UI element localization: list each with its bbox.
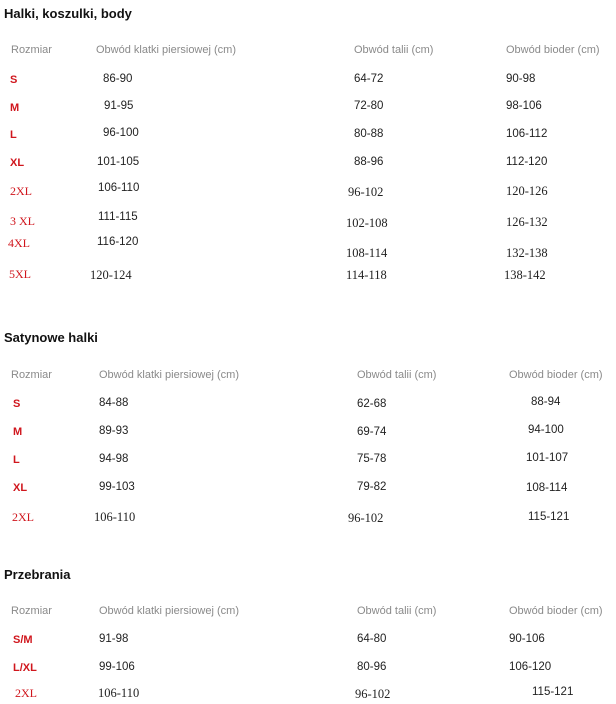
waist-cell: 80-96	[357, 661, 387, 673]
chest-cell: 101-105	[97, 156, 140, 168]
chest-cell: 84-88	[99, 397, 129, 409]
size-cell: L	[10, 129, 17, 141]
hips-cell: 101-107	[526, 452, 569, 464]
header-chest: Obwód klatki piersiowej (cm)	[96, 44, 236, 56]
chest-cell: 111-115	[98, 211, 138, 223]
hips-cell: 94-100	[528, 424, 564, 436]
hips-cell: 88-94	[531, 396, 561, 408]
waist-cell: 64-72	[354, 73, 384, 85]
chest-cell: 106-110	[98, 182, 140, 194]
chest-cell: 91-98	[99, 633, 129, 645]
chest-cell: 106-110	[98, 686, 140, 700]
size-cell: 2XL	[12, 510, 34, 524]
size-cell: L/XL	[13, 662, 37, 674]
waist-cell: 96-102	[355, 687, 391, 701]
header-hips: Obwód bioder (cm)	[509, 605, 603, 617]
header-chest: Obwód klatki piersiowej (cm)	[99, 369, 239, 381]
hips-cell: 106-120	[509, 661, 552, 673]
hips-cell: 112-120	[506, 156, 548, 168]
waist-cell: 96-102	[348, 185, 384, 199]
waist-cell: 72-80	[354, 100, 384, 112]
waist-cell: 80-88	[354, 128, 384, 140]
hips-cell: 98-106	[506, 100, 542, 112]
section-title-halki: Halki, koszulki, body	[4, 6, 132, 21]
size-cell: S/M	[13, 634, 33, 646]
waist-cell: 108-114	[346, 246, 388, 260]
waist-cell: 114-118	[346, 268, 387, 282]
waist-cell: 64-80	[357, 633, 387, 645]
chest-cell: 99-106	[99, 661, 135, 673]
size-cell: M	[10, 102, 20, 114]
hips-cell: 90-106	[509, 633, 545, 645]
header-hips: Obwód bioder (cm)	[509, 369, 603, 381]
waist-cell: 96-102	[348, 511, 384, 525]
header-waist: Obwód talii (cm)	[357, 605, 437, 617]
header-hips: Obwód bioder (cm)	[506, 44, 600, 56]
size-cell: 2XL	[10, 184, 32, 198]
chest-cell: 89-93	[99, 425, 129, 437]
waist-cell: 79-82	[357, 481, 387, 493]
header-size: Rozmiar	[11, 605, 52, 617]
chest-cell: 96-100	[103, 127, 139, 139]
chest-cell: 86-90	[103, 73, 133, 85]
hips-cell: 126-132	[506, 215, 548, 229]
size-cell: S	[10, 74, 18, 86]
size-cell: M	[13, 426, 23, 438]
waist-cell: 88-96	[354, 156, 384, 168]
hips-cell: 106-112	[506, 128, 548, 140]
header-waist: Obwód talii (cm)	[354, 44, 434, 56]
chest-cell: 94-98	[99, 453, 129, 465]
hips-cell: 120-126	[506, 184, 548, 198]
waist-cell: 102-108	[346, 216, 388, 230]
size-cell: XL	[13, 482, 28, 494]
header-size: Rozmiar	[11, 369, 52, 381]
chest-cell: 116-120	[97, 236, 139, 248]
size-cell: 5XL	[9, 267, 31, 281]
header-size: Rozmiar	[11, 44, 52, 56]
header-chest: Obwód klatki piersiowej (cm)	[99, 605, 239, 617]
size-cell: L	[13, 454, 20, 466]
chest-cell: 106-110	[94, 510, 136, 524]
hips-cell: 115-121	[528, 511, 570, 523]
chest-cell: 99-103	[99, 481, 135, 493]
hips-cell: 90-98	[506, 73, 536, 85]
header-waist: Obwód talii (cm)	[357, 369, 437, 381]
hips-cell: 132-138	[506, 246, 548, 260]
chest-cell: 120-124	[90, 268, 132, 282]
waist-cell: 62-68	[357, 398, 387, 410]
chest-cell: 91-95	[104, 100, 134, 112]
section-title-satynowe: Satynowe halki	[4, 330, 98, 345]
hips-cell: 108-114	[526, 482, 568, 494]
section-title-przebrania: Przebrania	[4, 567, 71, 582]
waist-cell: 75-78	[357, 453, 387, 465]
waist-cell: 69-74	[357, 426, 387, 438]
size-cell: S	[13, 398, 21, 410]
size-cell: 2XL	[15, 686, 37, 700]
size-cell: XL	[10, 157, 25, 169]
size-cell: 4XL	[8, 236, 30, 250]
hips-cell: 115-121	[532, 686, 574, 698]
size-cell: 3 XL	[10, 214, 35, 228]
hips-cell: 138-142	[504, 268, 546, 282]
